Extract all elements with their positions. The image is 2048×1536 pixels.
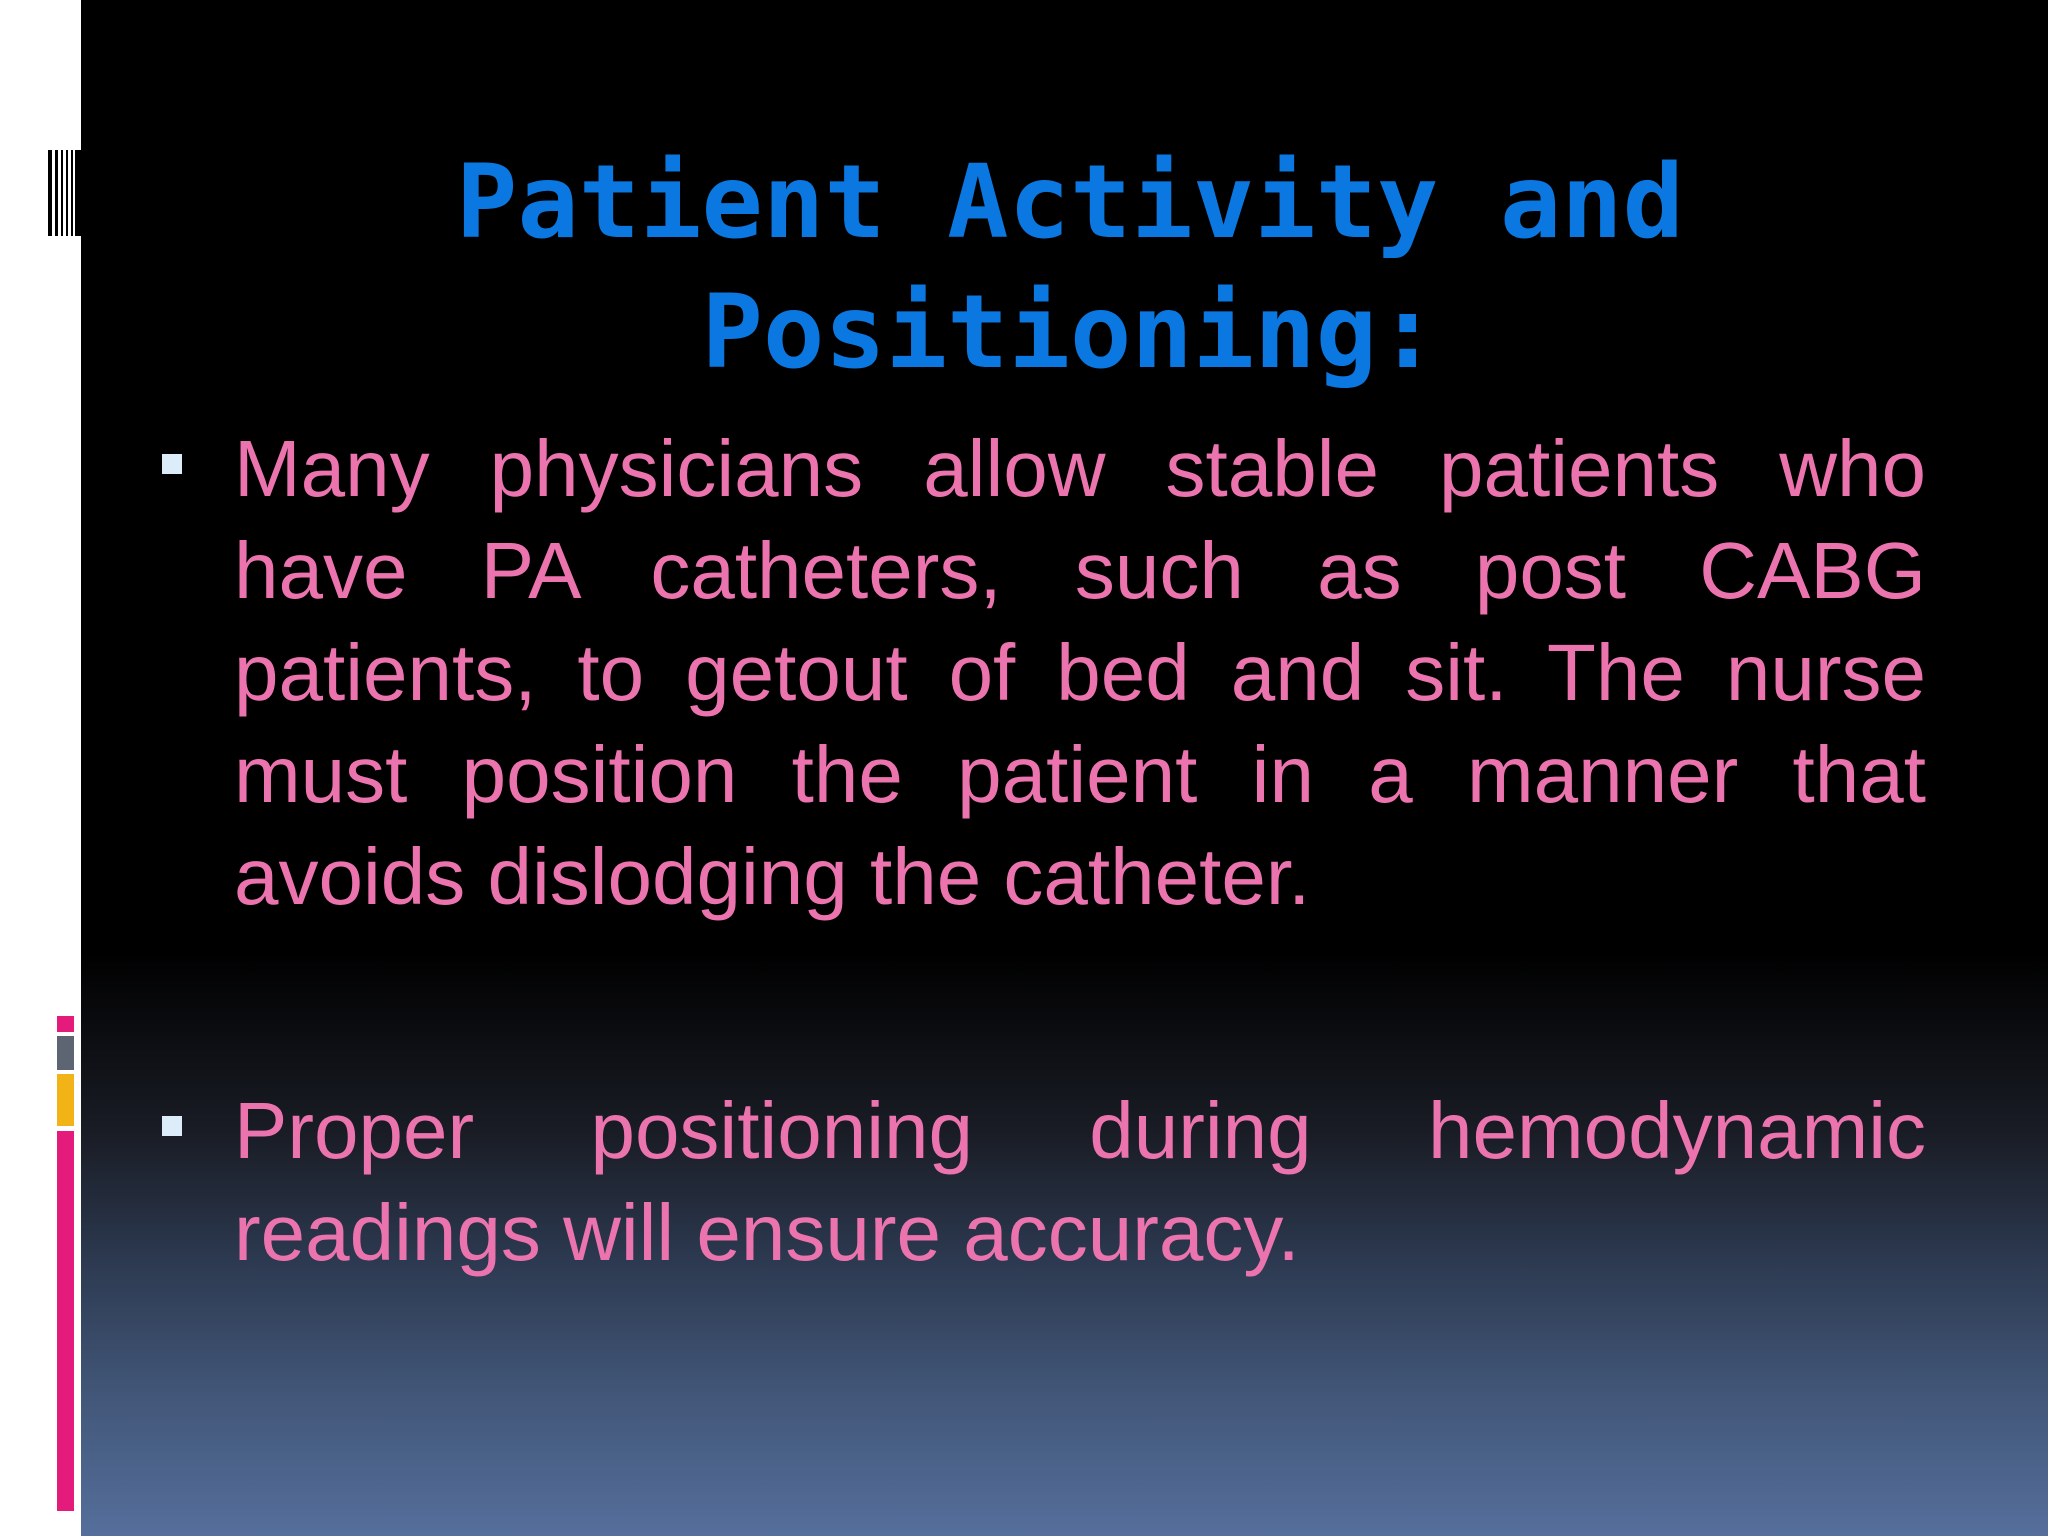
bullet-list (160, 418, 1926, 1284)
accent-bar-gold (57, 1074, 74, 1126)
accent-bar-pink-small (57, 1016, 74, 1032)
bullet-text: Many physicians allow stable patients who have PA catheters, such as post CABG patients, to getout of bed and sit. The nurse must position the patient in a manner that avoids dislodging the catheter. (234, 424, 1926, 921)
slide-title: Patient Activity and Positioning: (455, 143, 1685, 392)
bullet-item (160, 1080, 1926, 1284)
bullet-text: Proper positioning during hemodynamic readings will ensure accuracy. (234, 1086, 1926, 1277)
barcode-icon (48, 150, 81, 236)
square-bullet-icon (162, 454, 182, 474)
accent-bar-gray (57, 1036, 74, 1070)
accent-bar-pink-large (57, 1131, 74, 1511)
left-white-strip (0, 0, 81, 1536)
bullet-item (160, 418, 1926, 928)
square-bullet-icon (162, 1116, 182, 1136)
